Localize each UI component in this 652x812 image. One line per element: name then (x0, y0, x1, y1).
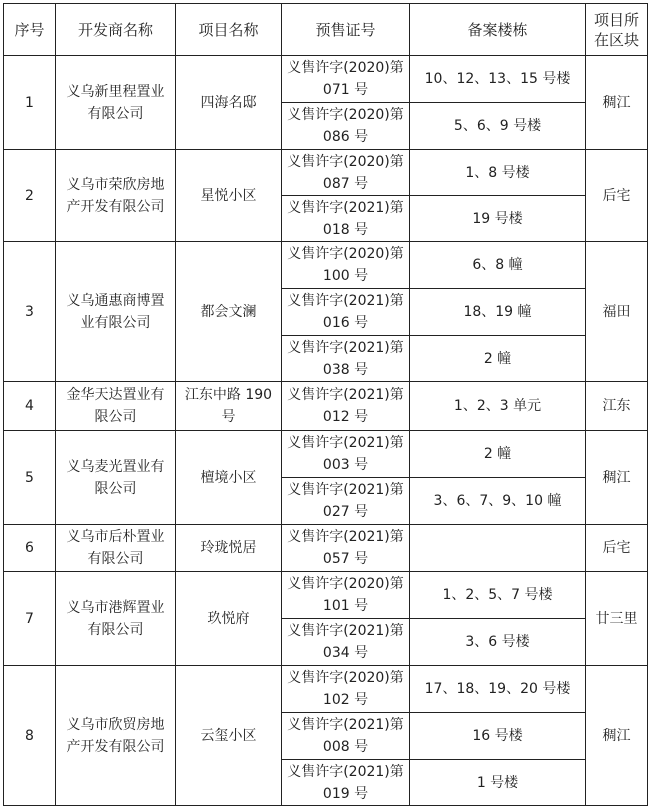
area-cell: 稠江 (586, 666, 648, 806)
permit-cell: 义售许字(2021)第 003 号 (282, 431, 410, 478)
table-row (4, 666, 648, 713)
project-cell: 云玺小区 (176, 666, 282, 806)
seq-cell: 3 (4, 242, 56, 382)
developer-cell: 义乌市后朴置业有限公司 (56, 525, 176, 572)
developer-cell: 义乌市荣欣房地产开发有限公司 (56, 150, 176, 242)
permit-cell: 义售许字(2021)第 012 号 (282, 382, 410, 431)
permit-cell: 义售许字(2020)第 100 号 (282, 242, 410, 289)
header-developer: 开发商名称 (56, 4, 176, 56)
developer-cell: 义乌麦光置业有限公司 (56, 431, 176, 525)
developer-cell: 义乌新里程置业有限公司 (56, 56, 176, 150)
table-row (4, 431, 648, 478)
presale-permit-table (3, 3, 648, 806)
project-cell: 玖悦府 (176, 572, 282, 666)
project-cell: 玲珑悦居 (176, 525, 282, 572)
table-row (4, 382, 648, 431)
permit-cell: 义售许字(2021)第 034 号 (282, 619, 410, 666)
area-cell: 江东 (586, 382, 648, 431)
buildings-cell: 1、2、3 单元 (410, 382, 586, 431)
project-cell: 四海名邸 (176, 56, 282, 150)
area-cell: 稠江 (586, 431, 648, 525)
permit-cell: 义售许字(2021)第 016 号 (282, 289, 410, 336)
buildings-cell: 3、6 号楼 (410, 619, 586, 666)
permit-cell: 义售许字(2021)第 027 号 (282, 478, 410, 525)
area-cell: 稠江 (586, 56, 648, 150)
permit-cell: 义售许字(2021)第 057 号 (282, 525, 410, 572)
header-area: 项目所在区块 (586, 4, 648, 56)
seq-cell: 8 (4, 666, 56, 806)
buildings-cell (410, 525, 586, 572)
seq-cell: 7 (4, 572, 56, 666)
buildings-cell: 1 号楼 (410, 760, 586, 806)
buildings-cell: 18、19 幢 (410, 289, 586, 336)
seq-cell: 2 (4, 150, 56, 242)
permit-cell: 义售许字(2021)第 008 号 (282, 713, 410, 760)
project-cell: 江东中路 190 号 (176, 382, 282, 431)
table-row (4, 150, 648, 196)
permit-cell: 义售许字(2021)第 018 号 (282, 196, 410, 242)
header-permit: 预售证号 (282, 4, 410, 56)
seq-cell: 5 (4, 431, 56, 525)
permit-cell: 义售许字(2021)第 019 号 (282, 760, 410, 806)
seq-cell: 6 (4, 525, 56, 572)
area-cell: 福田 (586, 242, 648, 382)
buildings-cell: 2 幢 (410, 431, 586, 478)
area-cell: 后宅 (586, 150, 648, 242)
header-buildings: 备案楼栋 (410, 4, 586, 56)
header-seq: 序号 (4, 4, 56, 56)
permit-cell: 义售许字(2020)第 071 号 (282, 56, 410, 103)
buildings-cell: 3、6、7、9、10 幢 (410, 478, 586, 525)
buildings-cell: 1、2、5、7 号楼 (410, 572, 586, 619)
buildings-cell: 2 幢 (410, 336, 586, 382)
permit-cell: 义售许字(2020)第 087 号 (282, 150, 410, 196)
permit-cell: 义售许字(2020)第 102 号 (282, 666, 410, 713)
table-row (4, 56, 648, 103)
area-cell: 后宅 (586, 525, 648, 572)
developer-cell: 义乌市欣贸房地产开发有限公司 (56, 666, 176, 806)
developer-cell: 金华天达置业有限公司 (56, 382, 176, 431)
developer-cell: 义乌通惠商博置业有限公司 (56, 242, 176, 382)
seq-cell: 4 (4, 382, 56, 431)
project-cell: 星悦小区 (176, 150, 282, 242)
table-row (4, 525, 648, 572)
table-row (4, 242, 648, 289)
developer-cell: 义乌市港辉置业有限公司 (56, 572, 176, 666)
buildings-cell: 17、18、19、20 号楼 (410, 666, 586, 713)
buildings-cell: 5、6、9 号楼 (410, 103, 586, 150)
buildings-cell: 6、8 幢 (410, 242, 586, 289)
project-cell: 都会文澜 (176, 242, 282, 382)
permit-cell: 义售许字(2020)第 101 号 (282, 572, 410, 619)
seq-cell: 1 (4, 56, 56, 150)
buildings-cell: 10、12、13、15 号楼 (410, 56, 586, 103)
buildings-cell: 1、8 号楼 (410, 150, 586, 196)
table-row (4, 572, 648, 619)
buildings-cell: 19 号楼 (410, 196, 586, 242)
permit-cell: 义售许字(2021)第 038 号 (282, 336, 410, 382)
project-cell: 檀境小区 (176, 431, 282, 525)
buildings-cell: 16 号楼 (410, 713, 586, 760)
header-project: 项目名称 (176, 4, 282, 56)
area-cell: 廿三里 (586, 572, 648, 666)
header-row (4, 4, 648, 56)
permit-cell: 义售许字(2020)第 086 号 (282, 103, 410, 150)
